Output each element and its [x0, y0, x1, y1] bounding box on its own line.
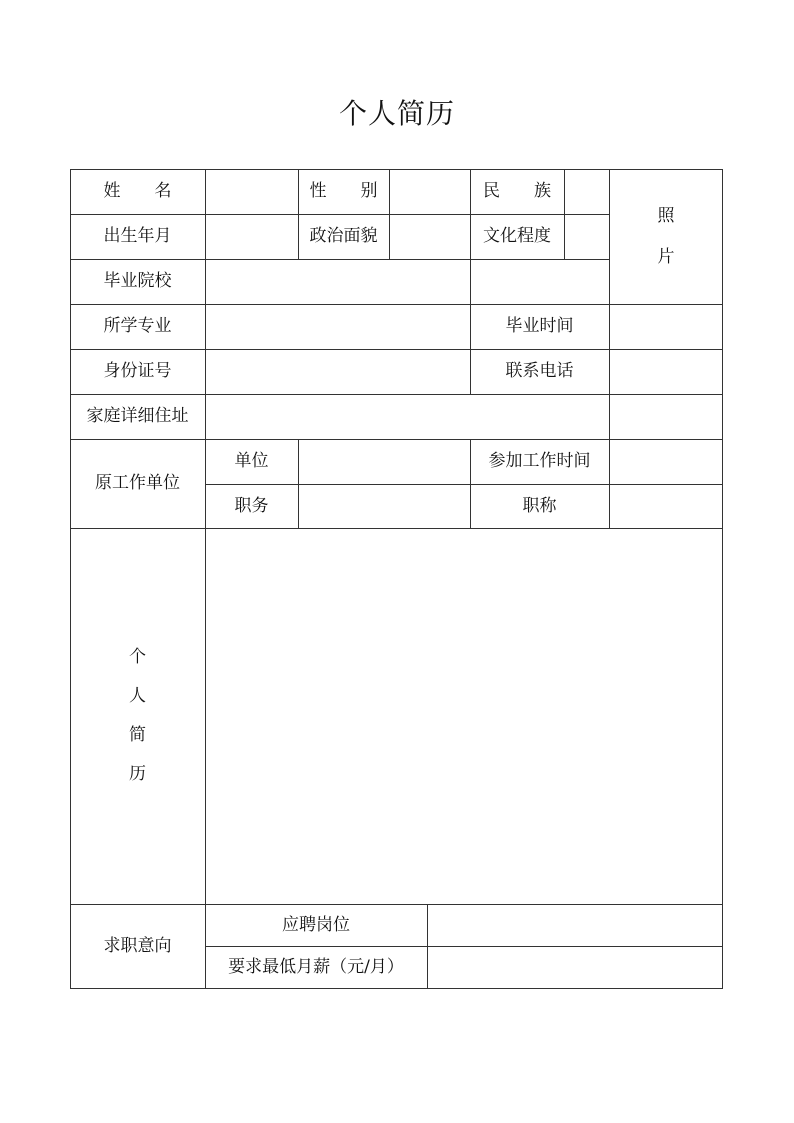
label-job-intent: 求职意向 — [103, 936, 172, 956]
label-prev-employer: 原工作单位 — [95, 473, 180, 493]
field-political[interactable] — [389, 214, 470, 259]
field-education[interactable] — [564, 214, 609, 259]
label-school: 毕业院校 — [103, 271, 172, 291]
label-position: 职务 — [234, 495, 269, 516]
label-resume — [70, 528, 205, 904]
resume-form-table — [70, 169, 723, 989]
label-ethnicity: 民 族 — [483, 181, 551, 201]
label-grad-time: 毕业时间 — [505, 316, 574, 336]
field-name[interactable] — [205, 169, 298, 214]
label-applied-post: 应聘岗位 — [282, 914, 350, 935]
label-title-rank: 职称 — [522, 495, 557, 516]
field-major[interactable] — [205, 304, 470, 349]
resume-label-char-1: 个 — [129, 647, 146, 667]
label-political: 政治面貌 — [309, 226, 378, 246]
field-join-time[interactable] — [609, 439, 723, 484]
field-gender[interactable] — [389, 169, 470, 214]
field-address[interactable] — [205, 394, 723, 439]
field-school[interactable] — [205, 259, 609, 304]
field-resume[interactable] — [205, 528, 723, 904]
field-ethnicity[interactable] — [564, 169, 609, 214]
field-title-rank[interactable] — [609, 484, 723, 528]
field-position[interactable] — [298, 484, 470, 528]
label-min-salary: 要求最低月薪（元/月） — [228, 957, 404, 977]
field-id-number[interactable] — [205, 349, 470, 394]
field-birth[interactable] — [205, 214, 298, 259]
resume-label-char-2: 人 — [129, 686, 146, 706]
field-grad-time[interactable] — [609, 304, 723, 349]
photo-label-1: 照 — [657, 205, 675, 226]
label-join-time: 参加工作时间 — [488, 451, 591, 471]
photo-label-2: 片 — [657, 246, 675, 267]
label-major: 所学专业 — [103, 316, 172, 336]
label-name: 姓 名 — [103, 181, 172, 201]
page-title: 个人简历 — [338, 97, 455, 130]
field-min-salary[interactable] — [427, 946, 723, 989]
label-birth: 出生年月 — [103, 226, 172, 246]
field-phone[interactable] — [609, 349, 723, 394]
label-gender: 性 别 — [309, 181, 378, 201]
label-address: 家庭详细住址 — [86, 406, 189, 426]
label-phone: 联系电话 — [505, 361, 574, 381]
field-applied-post[interactable] — [427, 904, 723, 946]
label-id-number: 身份证号 — [103, 361, 172, 381]
photo-area[interactable] — [609, 169, 723, 304]
resume-label-char-4: 历 — [129, 764, 146, 784]
field-unit[interactable] — [298, 439, 470, 484]
resume-label-char-3: 简 — [129, 725, 146, 745]
label-education: 文化程度 — [483, 226, 551, 246]
label-unit: 单位 — [234, 451, 269, 471]
